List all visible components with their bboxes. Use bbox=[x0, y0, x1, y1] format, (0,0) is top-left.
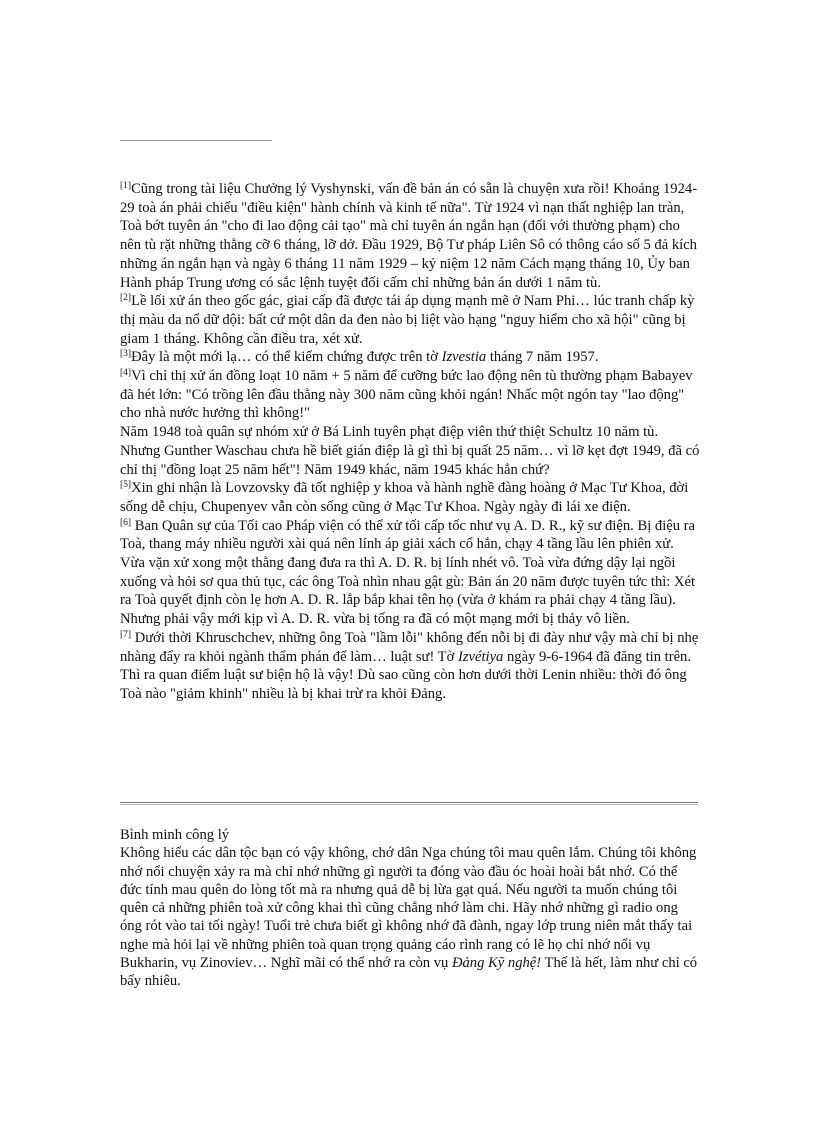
text-run: Lề lối xử án theo gốc gác, giai cấp đã được tái áp dụng mạnh mẽ ở Nam Phi… lúc tranh chấp kỳ thị màu da nổ dữ dội: bất cứ một dân da đen nào bị liệt vào hạng "nguy hiểm cho xã hội" cũng bị giam 1 tháng. Không cần điều tra, xét xử. bbox=[120, 293, 695, 347]
footnote bbox=[120, 292, 700, 348]
italic-text: Izvétiya bbox=[457, 648, 504, 665]
text-run: Xin ghi nhận là Lovzovsky đã tốt nghiệp y khoa và hành nghề đàng hoàng ở Mạc Tư Khoa, đời sống dễ chịu, Chupenyev vẫn còn sống cũng ở Mạc Tư Khoa. Ngày ngày đi lái xe điện. bbox=[120, 480, 689, 515]
footnote-marker[interactable]: [5] bbox=[120, 480, 132, 491]
text-run: ngày 9-6-1964 đã đăng tin trên. Thì ra quan điểm luật sư biện hộ là vậy! Dù sao cũng còn hơn dưới thời Lenin nhiều: thời đó ông Toà nào "giảm khinh" nhiều là bị khai trừ ra khỏi Đảng. bbox=[120, 648, 692, 702]
chapter-paragraph bbox=[120, 844, 702, 990]
italic-text: Đảng Kỹ nghệ! bbox=[451, 955, 542, 972]
footnote bbox=[120, 348, 700, 367]
text-run: Dưới thời Khruschchev, những ông Toà "lầm lỗi" không đến nỗi bị đi đày như vậy mà chỉ bị nhẹ nhàng đẩy ra khỏi ngành thẩm phán để làm… luật sư! Tờ bbox=[120, 629, 699, 665]
footnote bbox=[120, 517, 700, 629]
chapter-section bbox=[120, 826, 702, 991]
footnote bbox=[120, 423, 700, 479]
footnote-separator-rule bbox=[120, 140, 272, 141]
text-run: tháng 7 năm 1957. bbox=[486, 349, 599, 366]
text-run: Ban Quân sự của Tối cao Pháp viện có thể xử tối cấp tốc như vụ A. D. R., kỹ sư điện. Bị điệu ra Toà, thang máy nhiều người xài quá nên lính áp giải xách cổ hắn, chạy 4 tầng lầu lên phiên xử. Vừa vặn xử xong một thằng đang đưa ra thì A. D. R. bị lính nhét vô. Toà vừa đứng dậy lại ngồi xuống và hỏi sơ qua thủ tục, các ông Toà nhìn nhau gật gù: Bản án 20 năm được tuyên tức thì: Xét ra Toà quyết định còn lẹ hơn A. D. R. lắp bắp khai tên họ (vừa ở khám ra phải chạy 4 tầng lầu). Nhưng phải vậy mới kịp vì A. D. R. vừa bị tống ra đã có một mạng mới bị thảy vô liền. bbox=[120, 517, 696, 628]
text-run: Không hiểu các dân tộc bạn có vậy không, chớ dân Nga chúng tôi mau quên lắm. Chúng tôi không nhớ nổi chuyện xảy ra mà chỉ nhớ những gì người ta đóng vào đầu óc hoài hoài bắt nhớ. Có thể đức tính mau quên do lòng tốt mà ra nhưng quả dễ bị lừa gạt quá. Nếu người ta muốn chúng tôi quên cả những phiên toà xử công khai thì cũng chẳng nhớ làm chi. Hãy nhớ những gì radio ong óng rót vào tai tối ngày! Tuổi trẻ chưa biết gì không nhớ đã đành, ngay lớp trung niên mắt thấy tai nghe mà hỏi lại về những phiên toà quan trọng quảng cáo rình rang có lẽ họ chỉ nhớ nổi vụ Bukharin, vụ Zinoviev… Nghĩ mãi có thể nhớ ra còn vụ bbox=[120, 845, 697, 972]
text-run: Đây là một mới lạ… có thể kiểm chứng được trên tờ bbox=[131, 349, 442, 366]
footnote-marker[interactable]: [3] bbox=[120, 349, 132, 360]
footnote bbox=[120, 180, 700, 292]
section-divider bbox=[120, 802, 698, 805]
footnote bbox=[120, 367, 700, 423]
footnote-marker[interactable]: [2] bbox=[120, 293, 132, 304]
footnote bbox=[120, 479, 700, 516]
footnote-marker[interactable]: [6] bbox=[120, 517, 132, 528]
footnote-marker[interactable]: [7] bbox=[120, 629, 132, 640]
text-run: Thế là hết, làm như chỉ có bấy nhiêu. bbox=[120, 955, 698, 990]
text-run: Năm 1948 toà quân sự nhóm xử ở Bá Linh tuyên phạt điệp viên thứ thiệt Schultz 10 năm tù. Nhưng Gunther Waschau chưa hề biết gián điệp là gì thì bị quất 25 năm… vì lỡ kẹt đợt 1949, đã có chỉ thị "đồng loạt 25 năm hết"! Năm 1949 khác, năm 1945 khác hẳn chứ? bbox=[120, 424, 700, 478]
text-run: Cũng trong tài liệu Chưởng lý Vyshynski, vấn đề bản án có sẵn là chuyện xưa rồi! Khoảng 1924-29 toà án phải chiếu "điều kiện" hành chính và kinh tế nữa". Từ 1924 vì nạn thất nghiệp lan tràn, Toà bớt tuyên án "cho đi lao động cải tạo" mà chỉ tuyên án ngắn hạn (đối với thường phạm) cho nên tù rặt những thằng cỡ 6 tháng, lỡ dở. Đầu 1929, Bộ Tư pháp Liên Sô có thông cáo số 5 đả kích những án ngắn hạn và ngày 6 tháng 11 năm 1929 – kỷ niệm 12 năm Cách mạng tháng 10, Ủy ban Hành pháp Trung ương có sắc lệnh tuyệt đối cấm chỉ những bản án dưới 1 năm tù. bbox=[120, 181, 698, 291]
footnote-marker[interactable]: [4] bbox=[120, 368, 132, 379]
footnotes-section bbox=[120, 180, 700, 704]
footnote-marker[interactable]: [1] bbox=[120, 181, 132, 191]
text-run: Vì chỉ thị xử án đồng loạt 10 năm + 5 năm để cưỡng bức lao động nên tù thường phạm Babayev đã hét lớn: "Có trồng lên đầu thằng này 300 năm cũng khỏi ngán! Nhấc một ngón tay "lao động" cho nhà nước hưởng thì không!" bbox=[120, 368, 693, 422]
italic-text: Izvestia bbox=[441, 349, 487, 366]
footnote bbox=[120, 629, 700, 704]
chapter-title: Bình minh công lý bbox=[120, 827, 230, 843]
